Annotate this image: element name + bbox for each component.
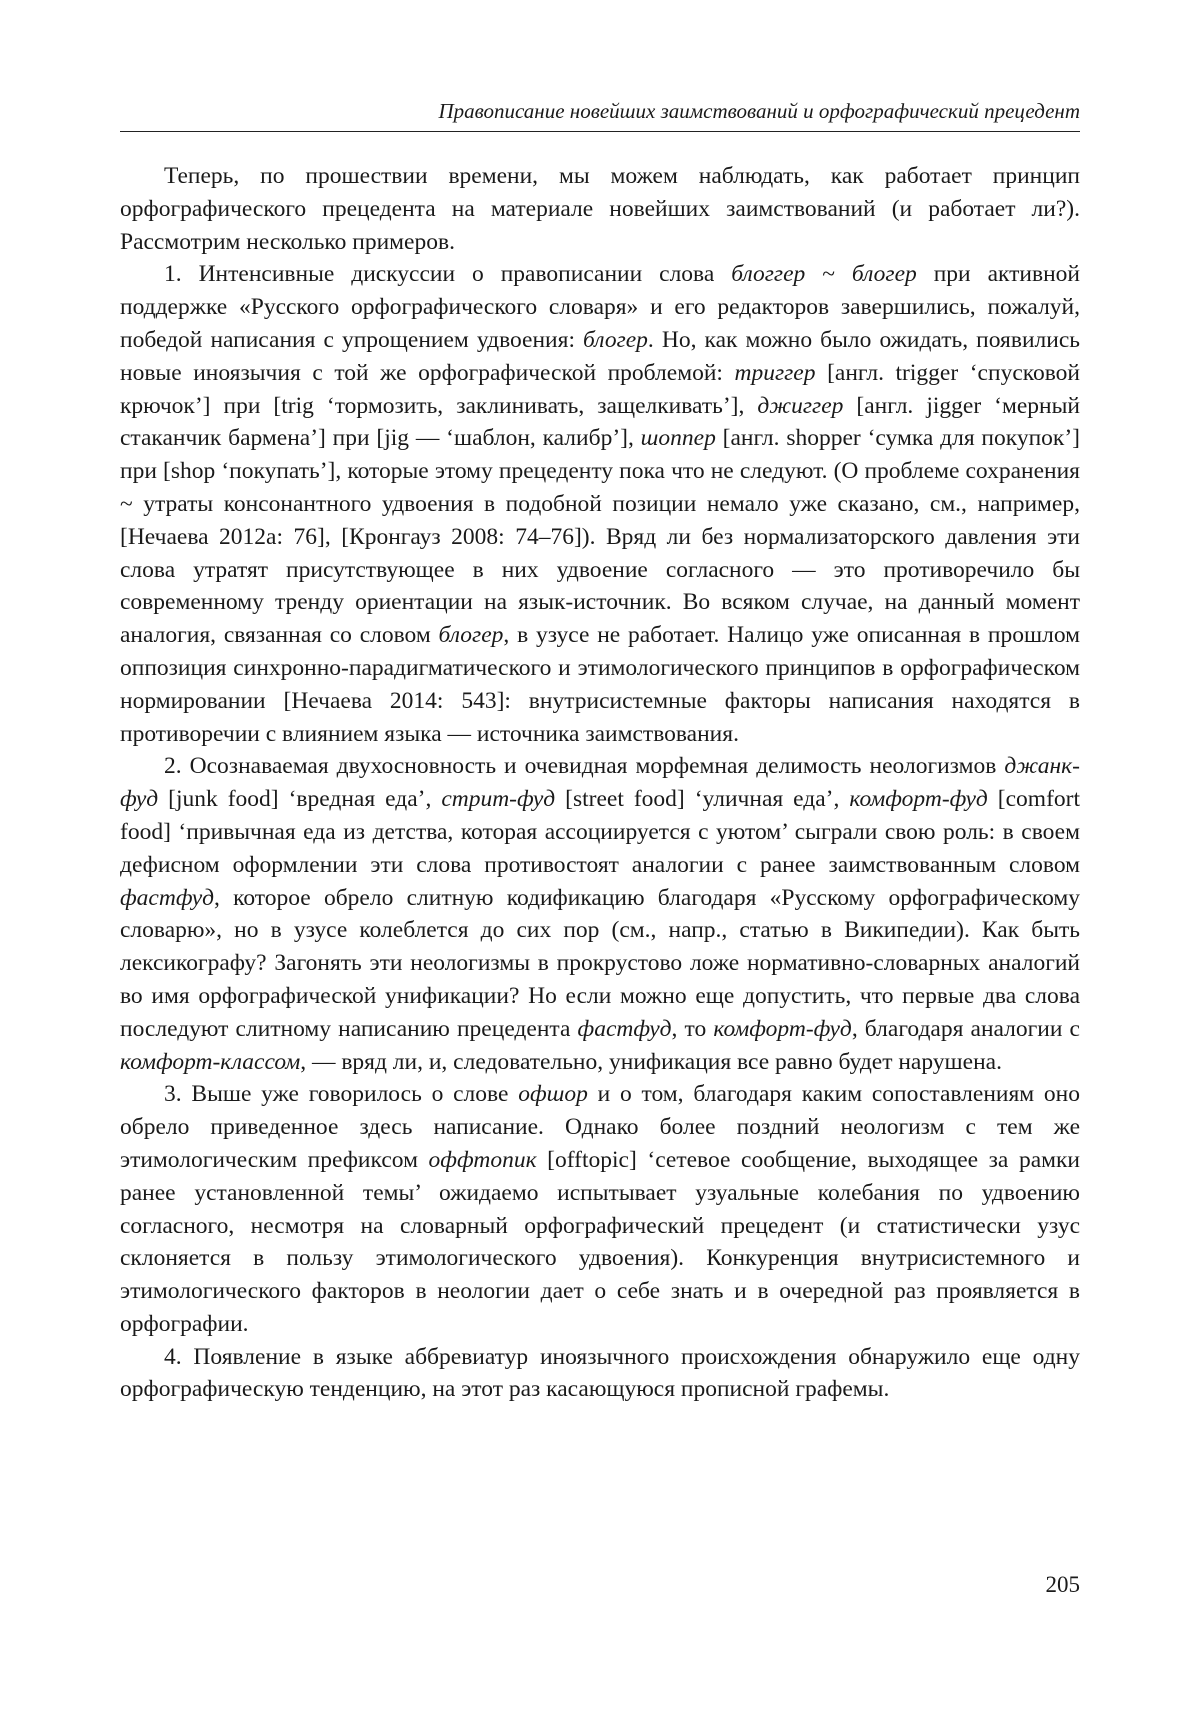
text-run: 2. Осознаваемая двухосновность и очевидная морфемная делимость неологизмов xyxy=(164,753,1005,780)
text-run: [junk food] ‘вредная еда’, xyxy=(158,786,442,813)
text-run: [comfort food] ‘привычная еда из детства, которая ассоциируется с уютом’ сыграли свою роль: в своем дефисном оформлении эти слова противостоят аналогии с ранее заимствованным словом xyxy=(120,786,1081,878)
paragraph xyxy=(120,258,1080,750)
italic-term: комфорт-классом xyxy=(120,1048,301,1075)
italic-term: фастфуд xyxy=(120,884,214,911)
text-run: 4. Появление в языке аббревиатур иноязычного происхождения обнаружило еще одну орфографическую тенденцию, на этот раз касающуюся прописной графемы. xyxy=(120,1343,1080,1403)
text-run: 3. Выше уже говорилось о слове xyxy=(164,1081,519,1108)
italic-term: блоггер xyxy=(731,261,806,288)
text-run: 1. Интенсивные дискуссии о правописании слова xyxy=(164,261,732,288)
italic-term: оффтопик xyxy=(428,1146,537,1173)
text-run: [offtopic] ‘сетевое сообщение, выходящее за рамки ранее установленной темы’ ожидаемо испытывает узуальные колебания по удвоению согласного, несмотря на словарный орфографический прецедент (и статистически узус склоняется в пользу этимологического удвоения). Конкуренция внутрисистемного и этимологического факторов в неологии дает о себе знать и в очередной раз проявляется в орфографии. xyxy=(120,1146,1080,1337)
text-run: при активной поддержке «Русского орфографического словаря» и его редакторов завершились, пожалуй, победой написания с упрощением удвоения: xyxy=(120,261,1080,353)
italic-term: триггер xyxy=(734,359,816,386)
text-run: , которое обрело слитную кодификацию благодаря «Русскому орфографическому словарю», но в узусе колеблется до сих пор (см., напр., статью в Википедии). Как быть лексикографу? Загонять эти неологизмы в прокрустово ложе нормативно-словарных аналогий во имя орфографической унификации? Но если можно еще допустить, что первые два слова последуют слитному написанию прецедента xyxy=(120,884,1080,1042)
text-run: [англ. trigger ‘спусковой крючок’] при [trig ‘тормозить, заклинивать, защелкивать’], xyxy=(120,359,1080,419)
text-run: , то xyxy=(671,1015,714,1042)
italic-term: комфорт-фуд xyxy=(713,1015,852,1042)
italic-term: блогер xyxy=(438,622,504,649)
paragraph xyxy=(120,160,1080,258)
italic-term: джанк-фуд xyxy=(120,753,1080,813)
text-run: и о том, благодаря каким сопоставлениям оно обрело приведенное здесь написание. Однако более поздний неологизм с тем же этимологическим префиксом xyxy=(120,1081,1081,1173)
text-run: [англ. jigger ‘мерный стаканчик бармена’] при [jig — ‘шаблон, калибр’], xyxy=(120,392,1080,452)
running-head: Правописание новейших заимствований и орфографический прецедент xyxy=(438,99,1080,123)
header-rule xyxy=(120,131,1080,132)
text-run: , благодаря аналогии с xyxy=(851,1015,1080,1042)
paragraph xyxy=(120,750,1080,1078)
italic-term: джиггер xyxy=(757,392,844,419)
paragraph xyxy=(120,1341,1080,1407)
text-run: [street food] ‘уличная еда’, xyxy=(555,786,850,813)
italic-term: комфорт-фуд xyxy=(849,786,988,813)
italic-term: стрит-фуд xyxy=(441,786,556,813)
text-run: Теперь, по прошествии времени, мы можем наблюдать, как работает принцип орфографического прецедента на материале новейших заимствований (и работает ли?). Рассмотрим несколько примеров. xyxy=(120,163,1080,255)
text-run: , — вряд ли, и, следовательно, унификация все равно будет нарушена. xyxy=(300,1048,1002,1075)
text-run: . Но, как можно было ожидать, появились новые иноязычия с той же орфографической проблемой: xyxy=(120,326,1080,386)
text-run: ~ xyxy=(805,261,852,288)
text-run: [англ. shopper ‘сумка для покупок’] при [shop ‘покупать’], которые этому прецеденту пока что не следуют. (О проблеме сохранения ~ утраты консонантного удвоения в подобной позиции немало уже сказано, см., например, [Нечаева 2012a: 76], [Кронгауз 2008: 74–76]). Вряд ли без нормализаторского давления эти слова утратят присутствующее в них удвоение согласного — это противоречило бы современному тренду ориентации на язык-источник. Во всяком случае, на данный момент аналогия, связанная со словом xyxy=(120,425,1080,649)
text-run: , в узусе не работает. Налицо уже описанная в прошлом оппозиция синхронно-парадигматического и этимологического принципов в орфографическом нормировании [Нечаева 2014: 543]: внутрисистемные факторы написания находятся в противоречии с влиянием языка — источника заимствования. xyxy=(120,622,1080,747)
italic-term: блогер xyxy=(583,326,648,353)
page-number: 205 xyxy=(1045,1572,1080,1597)
italic-term: офшор xyxy=(518,1081,588,1108)
body-text xyxy=(120,160,1080,1406)
italic-term: фастфуд xyxy=(577,1015,672,1042)
paragraph xyxy=(120,1078,1080,1340)
italic-term: блогер xyxy=(851,261,917,288)
italic-term: шоппер xyxy=(640,425,716,452)
